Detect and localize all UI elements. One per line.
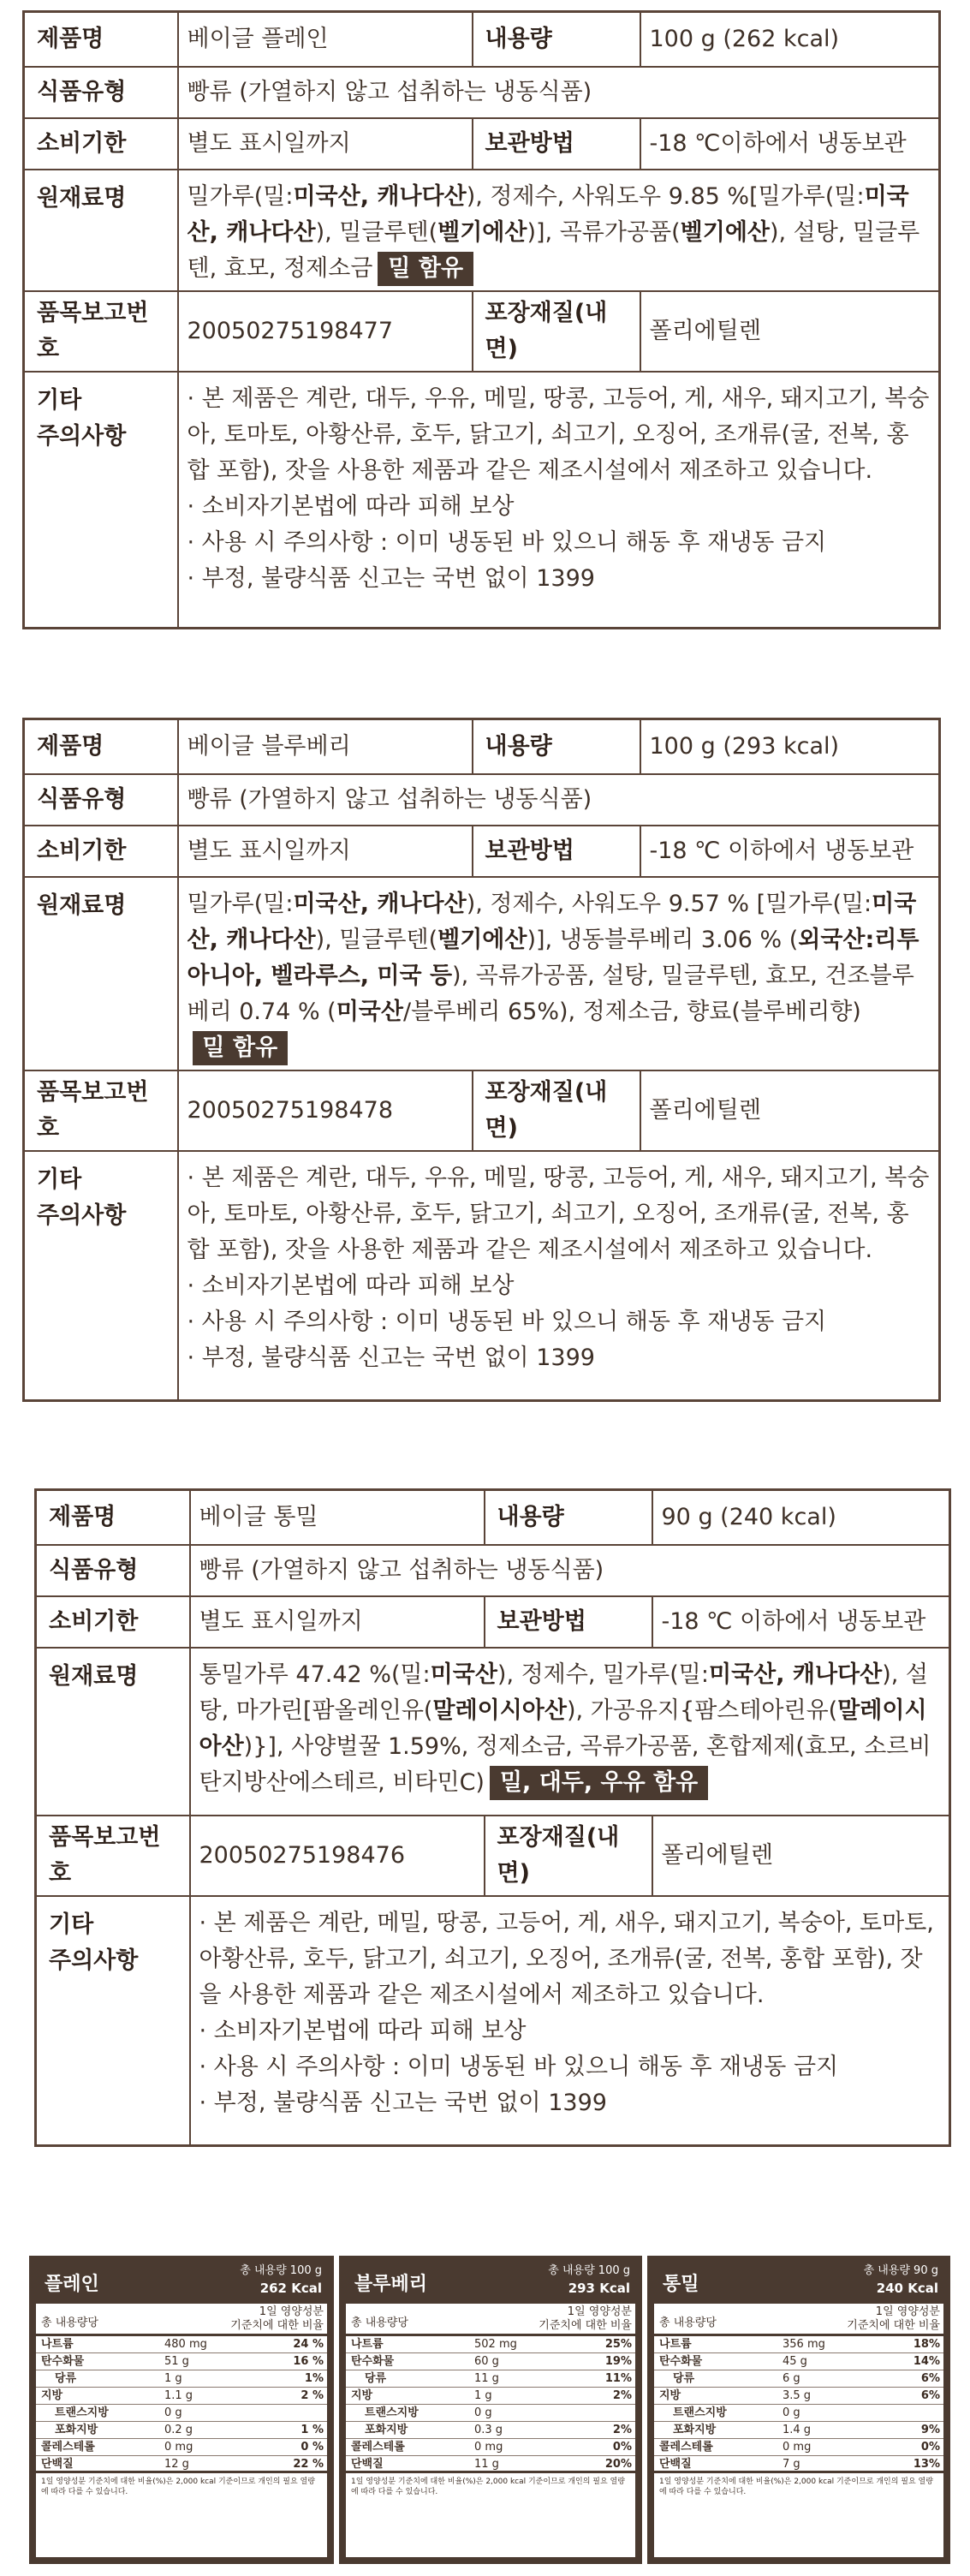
- daily-value-line-1: 1일 영양성분: [259, 2305, 324, 2318]
- ingredient-text: ), 곡류가공품, 설탕, 밀글루텐, 효모, 건조블루베리 0.74 % (: [187, 962, 914, 1025]
- nutrient-row: [36, 2370, 327, 2388]
- expiry-date: 별도 표시일까지: [178, 826, 473, 877]
- ingredient-text: ), 정제수, 밀가루(밀:: [497, 1661, 709, 1688]
- nutrient-percent: 25%: [604, 2338, 632, 2351]
- nutrition-header: [36, 2263, 327, 2304]
- nutrition-subheader: [346, 2304, 635, 2336]
- product-volume: 100 g (262 kcal): [640, 12, 940, 67]
- expiry-date: 별도 표시일까지: [190, 1596, 485, 1648]
- nutrient-row: [36, 2353, 327, 2370]
- total-kcal: 262 Kcal: [259, 2281, 322, 2296]
- nutrient-row: [36, 2388, 327, 2405]
- field-label-type: 식품유형: [24, 774, 178, 826]
- caution-notes: [178, 1151, 940, 1401]
- caution-note: · 사용 시 주의사항 : 이미 냉동된 바 있으니 해동 후 재냉동 금지: [199, 2053, 839, 2080]
- caution-note: · 사용 시 주의사항 : 이미 냉동된 바 있으니 해동 후 재냉동 금지: [187, 1308, 827, 1335]
- nutrient-amount: 1 g: [474, 2389, 492, 2402]
- ingredient-text: ), 밀글루텐(: [315, 218, 438, 246]
- nutrient-row: [36, 2456, 327, 2473]
- caution-note: · 본 제품은 계란, 메밀, 땅콩, 고등어, 게, 새우, 돼지고기, 복숭아, 토마토, 아황산류, 호두, 닭고기, 쇠고기, 오징어, 조개류(굴, 전복, 홍합 포함), 잣을 사용한 제품과 같은 제조시설에서 제조하고 있습니다.: [199, 1909, 934, 2008]
- origin-highlight: 미국산: [336, 998, 403, 1025]
- nutrient-name: 지방: [659, 2389, 681, 2402]
- packaging-material: 폴리에틸렌: [640, 1070, 940, 1151]
- nutrition-product-name: 통밀: [663, 2274, 699, 2295]
- nutrient-amount: 45 g: [783, 2355, 807, 2368]
- per-total-label: 총 내용량당: [351, 2317, 408, 2329]
- nutrition-subheader: [654, 2304, 943, 2336]
- origin-highlight: 벨기에산: [680, 218, 770, 246]
- nutrient-amount: 1.1 g: [164, 2389, 193, 2402]
- nutrient-row: [346, 2456, 635, 2473]
- nutrient-name: 단백질: [41, 2458, 74, 2471]
- nutrient-name: 탄수화물: [659, 2355, 703, 2368]
- expiry-date: 별도 표시일까지: [178, 118, 473, 170]
- nutrient-percent: 2%: [612, 2389, 632, 2402]
- ingredient-text: )}], 사양벌꿀 1.59%, 정제소금, 곡류가공품, 혼합제제(효모, 소르비탄지방산에스테르, 비타민C): [199, 1732, 931, 1796]
- ingredient-text: 밀가루(밀:: [187, 890, 294, 917]
- nutrient-row: [36, 2439, 327, 2456]
- nutrient-percent: 20%: [604, 2458, 632, 2471]
- caution-note: · 소비자기본법에 따라 피해 보상: [187, 1272, 515, 1299]
- field-label-report_no: 품목보고번호: [24, 1070, 178, 1151]
- nutrient-row: [346, 2422, 635, 2439]
- ingredient-text: )], 냉동블루베리 3.06 % (: [527, 926, 799, 953]
- daily-value-line-1: 1일 영양성분: [875, 2305, 940, 2318]
- per-total-label: 총 내용량당: [41, 2317, 98, 2329]
- nutrient-amount: 12 g: [164, 2458, 189, 2471]
- field-label-name: 제품명: [24, 12, 178, 67]
- report-number: 20050275198477: [178, 291, 473, 372]
- nutrient-name: 지방: [41, 2389, 63, 2402]
- ingredients-list: [178, 877, 940, 1070]
- field-label-report_no: 품목보고번호: [36, 1816, 190, 1896]
- ingredient-text: ), 정제수, 사워도우 9.85 %[밀가루(밀:: [466, 182, 865, 210]
- nutrient-percent: 1%: [304, 2372, 324, 2385]
- packaging-material: 폴리에틸렌: [652, 1816, 950, 1896]
- food-type: 빵류 (가열하지 않고 섭취하는 냉동식품): [190, 1545, 950, 1596]
- nutrient-name: 탄수화물: [351, 2355, 395, 2368]
- nutrient-row: [654, 2439, 943, 2456]
- nutrient-percent: 22 %: [293, 2458, 324, 2471]
- daily-value-line-2: 기준치에 대한 비율: [230, 2319, 324, 2332]
- field-label-ingredients: 원재료명: [36, 1648, 190, 1816]
- field-label-ingredients: 원재료명: [24, 170, 178, 291]
- product-volume: 90 g (240 kcal): [652, 1490, 950, 1545]
- nutrient-percent: 16 %: [293, 2355, 324, 2368]
- nutrient-name: 콜레스테롤: [351, 2441, 405, 2454]
- origin-highlight: 말레이시아산: [432, 1696, 567, 1724]
- nutrient-amount: 1.4 g: [783, 2424, 812, 2436]
- nutrient-amount: 0 mg: [783, 2441, 812, 2454]
- nutrient-name: 단백질: [351, 2458, 384, 2471]
- nutrient-percent: 13%: [913, 2458, 940, 2471]
- caution-notes: [178, 372, 940, 629]
- nutrition-product-name: 블루베리: [354, 2274, 428, 2295]
- caution-note: · 본 제품은 계란, 대두, 우유, 메밀, 땅콩, 고등어, 게, 새우, 돼지고기, 복숭아, 토마토, 아황산류, 호두, 닭고기, 쇠고기, 오징어, 조개류(굴, 전복, 홍합 포함), 잣을 사용한 제품과 같은 제조시설에서 제조하고 있습니다.: [187, 1164, 930, 1263]
- nutrient-name: 탄수화물: [41, 2355, 85, 2368]
- field-label-name: 제품명: [24, 719, 178, 774]
- nutrient-row: [346, 2439, 635, 2456]
- ingredient-text: ), 밀글루텐(: [315, 926, 438, 953]
- per-total-label: 총 내용량당: [659, 2317, 717, 2329]
- nutrient-name: 포화지방: [673, 2424, 717, 2436]
- product-name: 베이글 블루베리: [178, 719, 473, 774]
- nutrient-name: 포화지방: [55, 2424, 98, 2436]
- total-kcal: 240 Kcal: [876, 2281, 938, 2296]
- nutrient-amount: 502 mg: [474, 2338, 517, 2351]
- storage-method: -18 ℃ 이하에서 냉동보관: [640, 826, 940, 877]
- nutrient-name: 당류: [55, 2372, 77, 2385]
- nutrient-amount: 0 mg: [474, 2441, 503, 2454]
- field-label-volume: 내용량: [485, 1490, 652, 1545]
- caution-note: · 소비자기본법에 따라 피해 보상: [187, 492, 515, 520]
- nutrient-row: [654, 2456, 943, 2473]
- storage-method: -18 ℃ 이하에서 냉동보관: [652, 1596, 950, 1648]
- nutrient-name: 콜레스테롤: [659, 2441, 713, 2454]
- ingredient-text: ), 설탕, 마가린[팜올레인유(: [199, 1661, 928, 1724]
- ingredient-text: /블루베리 65%), 정제소금, 향료(블루베리향): [402, 998, 861, 1025]
- daily-value-line-2: 기준치에 대한 비율: [539, 2319, 632, 2332]
- nutrient-row: [654, 2422, 943, 2439]
- nutrient-amount: 60 g: [474, 2355, 499, 2368]
- origin-highlight: 미국산, 캐나다산: [293, 890, 467, 917]
- nutrient-name: 당류: [673, 2372, 695, 2385]
- nutrient-amount: 1 g: [164, 2372, 182, 2385]
- field-label-volume: 내용량: [473, 12, 640, 67]
- ingredients-list: [178, 170, 940, 291]
- origin-highlight: 미국산: [430, 1661, 497, 1688]
- nutrient-amount: 7 g: [783, 2458, 800, 2471]
- nutrition-panel: [647, 2256, 950, 2564]
- nutrient-name: 나트륨: [351, 2338, 384, 2351]
- field-label-type: 식품유형: [36, 1545, 190, 1596]
- caution-notes: [190, 1896, 950, 2146]
- nutrient-amount: 356 mg: [783, 2338, 825, 2351]
- nutrient-row: [654, 2353, 943, 2370]
- field-label-notes: 기타 주의사항: [36, 1896, 190, 2146]
- field-label-name: 제품명: [36, 1490, 190, 1545]
- nutrition-header: [346, 2263, 635, 2304]
- nutrition-subheader: [36, 2304, 327, 2336]
- total-amount: 총 내용량 100 g: [240, 2264, 322, 2277]
- nutrition-total: [548, 2263, 630, 2297]
- nutrient-amount: 0 g: [474, 2406, 492, 2419]
- nutrient-name: 포화지방: [365, 2424, 408, 2436]
- origin-highlight: 외국산:리투아니아, 벨라루스, 미국 등: [187, 926, 919, 989]
- storage-method: -18 ℃이하에서 냉동보관: [640, 118, 940, 170]
- nutrient-name: 지방: [351, 2389, 373, 2402]
- field-label-packaging: 포장재질(내면): [473, 291, 640, 372]
- nutrient-percent: 9%: [920, 2424, 940, 2436]
- nutrition-footnote: 1일 영양성분 기준치에 대한 비율(%)은 2,000 kcal 기준이므로 개인의 필요 열량에 따라 다를 수 있습니다.: [659, 2478, 933, 2496]
- nutrient-percent: 0%: [920, 2441, 940, 2454]
- nutrient-amount: 0.3 g: [474, 2424, 503, 2436]
- ingredients-list: [190, 1648, 950, 1816]
- nutrient-amount: 6 g: [783, 2372, 800, 2385]
- caution-note: · 소비자기본법에 따라 피해 보상: [199, 2017, 527, 2044]
- ingredient-text: 밀가루(밀:: [187, 182, 294, 210]
- nutrition-header: [654, 2263, 943, 2304]
- nutrition-total: [240, 2263, 322, 2297]
- report-number: 20050275198478: [178, 1070, 473, 1151]
- nutrient-name: 단백질: [659, 2458, 692, 2471]
- daily-value-line-1: 1일 영양성분: [567, 2305, 632, 2318]
- origin-highlight: 벨기에산: [437, 926, 527, 953]
- nutrient-amount: 11 g: [474, 2372, 499, 2385]
- food-type: 빵류 (가열하지 않고 섭취하는 냉동식품): [178, 774, 940, 826]
- origin-highlight: 미국산, 캐나다산: [187, 890, 917, 953]
- nutrient-amount: 3.5 g: [783, 2389, 812, 2402]
- origin-highlight: 벨기에산: [437, 218, 527, 246]
- nutrient-row: [346, 2405, 635, 2422]
- field-label-expiry: 소비기한: [24, 118, 178, 170]
- caution-note: · 사용 시 주의사항 : 이미 냉동된 바 있으니 해동 후 재냉동 금지: [187, 528, 827, 556]
- nutrient-row: [346, 2388, 635, 2405]
- food-type: 빵류 (가열하지 않고 섭취하는 냉동식품): [178, 67, 940, 118]
- total-kcal: 293 Kcal: [568, 2281, 630, 2296]
- allergen-badge: 밀, 대두, 우유 함유: [490, 1766, 708, 1800]
- nutrition-panel: [29, 2256, 334, 2564]
- total-amount: 총 내용량 100 g: [548, 2264, 630, 2277]
- nutrient-percent: 14%: [913, 2355, 940, 2368]
- product-info-table: [22, 718, 941, 1402]
- nutrient-name: 트랜스지방: [365, 2406, 419, 2419]
- product-info-table: [22, 10, 941, 629]
- field-label-report_no: 품목보고번호: [24, 291, 178, 372]
- daily-value-label: [230, 2305, 324, 2333]
- field-label-storage: 보관방법: [473, 826, 640, 877]
- nutrient-amount: 480 mg: [164, 2338, 207, 2351]
- nutrient-percent: 18%: [913, 2338, 940, 2351]
- ingredient-text: ), 가공유지{팜스테아린유(: [566, 1696, 838, 1724]
- origin-highlight: 미국산, 캐나다산: [293, 182, 467, 210]
- nutrition-footnote: 1일 영양성분 기준치에 대한 비율(%)은 2,000 kcal 기준이므로 개인의 필요 열량에 따라 다를 수 있습니다.: [351, 2478, 625, 2496]
- nutrient-amount: 11 g: [474, 2458, 499, 2471]
- nutrient-percent: 6%: [920, 2389, 940, 2402]
- field-label-expiry: 소비기한: [24, 826, 178, 877]
- nutrient-row: [654, 2405, 943, 2422]
- nutrient-name: 콜레스테롤: [41, 2441, 95, 2454]
- allergen-badge: 밀 함유: [193, 1031, 289, 1065]
- packaging-material: 폴리에틸렌: [640, 291, 940, 372]
- nutrition-total: [864, 2263, 938, 2297]
- nutrient-row: [36, 2422, 327, 2439]
- nutrient-amount: 0 g: [164, 2406, 182, 2419]
- field-label-notes: 기타 주의사항: [24, 1151, 178, 1401]
- caution-note: · 부정, 불량식품 신고는 국번 없이 1399: [199, 2089, 607, 2116]
- nutrient-percent: 24 %: [293, 2338, 324, 2351]
- nutrient-name: 트랜스지방: [673, 2406, 727, 2419]
- product-name: 베이글 플레인: [178, 12, 473, 67]
- field-label-storage: 보관방법: [473, 118, 640, 170]
- nutrient-row: [346, 2353, 635, 2370]
- origin-highlight: 말레이시아산: [199, 1696, 927, 1760]
- caution-note: · 부정, 불량식품 신고는 국번 없이 1399: [187, 1344, 595, 1371]
- daily-value-line-2: 기준치에 대한 비율: [847, 2319, 940, 2332]
- daily-value-label: [539, 2305, 632, 2333]
- report-number: 20050275198476: [190, 1816, 485, 1896]
- field-label-packaging: 포장재질(내면): [485, 1816, 652, 1896]
- origin-highlight: 미국산, 캐나다산: [708, 1661, 883, 1688]
- nutrient-percent: 0 %: [301, 2441, 324, 2454]
- nutrient-row: [654, 2336, 943, 2353]
- nutrient-row: [654, 2370, 943, 2388]
- caution-note: · 부정, 불량식품 신고는 국번 없이 1399: [187, 564, 595, 592]
- field-label-type: 식품유형: [24, 67, 178, 118]
- nutrient-row: [346, 2336, 635, 2353]
- daily-value-label: [847, 2305, 940, 2333]
- nutrient-percent: 2 %: [301, 2389, 324, 2402]
- nutrient-row: [36, 2336, 327, 2353]
- ingredient-text: 통밀가루 47.42 %(밀:: [199, 1661, 431, 1688]
- nutrient-row: [346, 2370, 635, 2388]
- nutrition-panel: [339, 2256, 642, 2564]
- nutrient-name: 트랜스지방: [55, 2406, 109, 2419]
- ingredient-text: ), 설탕, 밀글루텐, 효모, 정제소금: [187, 218, 920, 282]
- product-volume: 100 g (293 kcal): [640, 719, 940, 774]
- field-label-ingredients: 원재료명: [24, 877, 178, 1070]
- nutrient-percent: 6%: [920, 2372, 940, 2385]
- nutrient-amount: 0.2 g: [164, 2424, 193, 2436]
- nutrient-percent: 11%: [604, 2372, 632, 2385]
- nutrient-name: 당류: [365, 2372, 387, 2385]
- field-label-volume: 내용량: [473, 719, 640, 774]
- nutrition-footnote: 1일 영양성분 기준치에 대한 비율(%)은 2,000 kcal 기준이므로 개인의 필요 열량에 따라 다를 수 있습니다.: [41, 2478, 315, 2496]
- caution-note: · 본 제품은 계란, 대두, 우유, 메밀, 땅콩, 고등어, 게, 새우, 돼지고기, 복숭아, 토마토, 아황산류, 호두, 닭고기, 쇠고기, 오징어, 조개류(굴, 전복, 홍합 포함), 잣을 사용한 제품과 같은 제조시설에서 제조하고 있습니다.: [187, 385, 930, 484]
- nutrient-percent: 0%: [612, 2441, 632, 2454]
- nutrient-row: [654, 2388, 943, 2405]
- field-label-expiry: 소비기한: [36, 1596, 190, 1648]
- nutrient-name: 나트륨: [41, 2338, 74, 2351]
- nutrient-percent: 2%: [612, 2424, 632, 2436]
- origin-highlight: 미국산, 캐나다산: [187, 182, 909, 246]
- ingredient-text: )], 곡류가공품(: [527, 218, 681, 246]
- product-info-table: [34, 1488, 951, 2147]
- nutrition-product-name: 플레인: [45, 2274, 99, 2295]
- allergen-badge: 밀 함유: [378, 252, 473, 286]
- nutrient-amount: 0 mg: [164, 2441, 193, 2454]
- nutrient-amount: 0 g: [783, 2406, 800, 2419]
- nutrient-row: [36, 2405, 327, 2422]
- ingredient-text: ), 정제수, 사워도우 9.57 % [밀가루(밀:: [466, 890, 872, 917]
- nutrient-percent: 19%: [604, 2355, 632, 2368]
- field-label-storage: 보관방법: [485, 1596, 652, 1648]
- total-amount: 총 내용량 90 g: [863, 2264, 938, 2277]
- field-label-notes: 기타 주의사항: [24, 372, 178, 629]
- nutrient-amount: 51 g: [164, 2355, 189, 2368]
- product-name: 베이글 통밀: [190, 1490, 485, 1545]
- nutrient-name: 나트륨: [659, 2338, 692, 2351]
- field-label-packaging: 포장재질(내면): [473, 1070, 640, 1151]
- nutrient-percent: 1 %: [301, 2424, 324, 2436]
